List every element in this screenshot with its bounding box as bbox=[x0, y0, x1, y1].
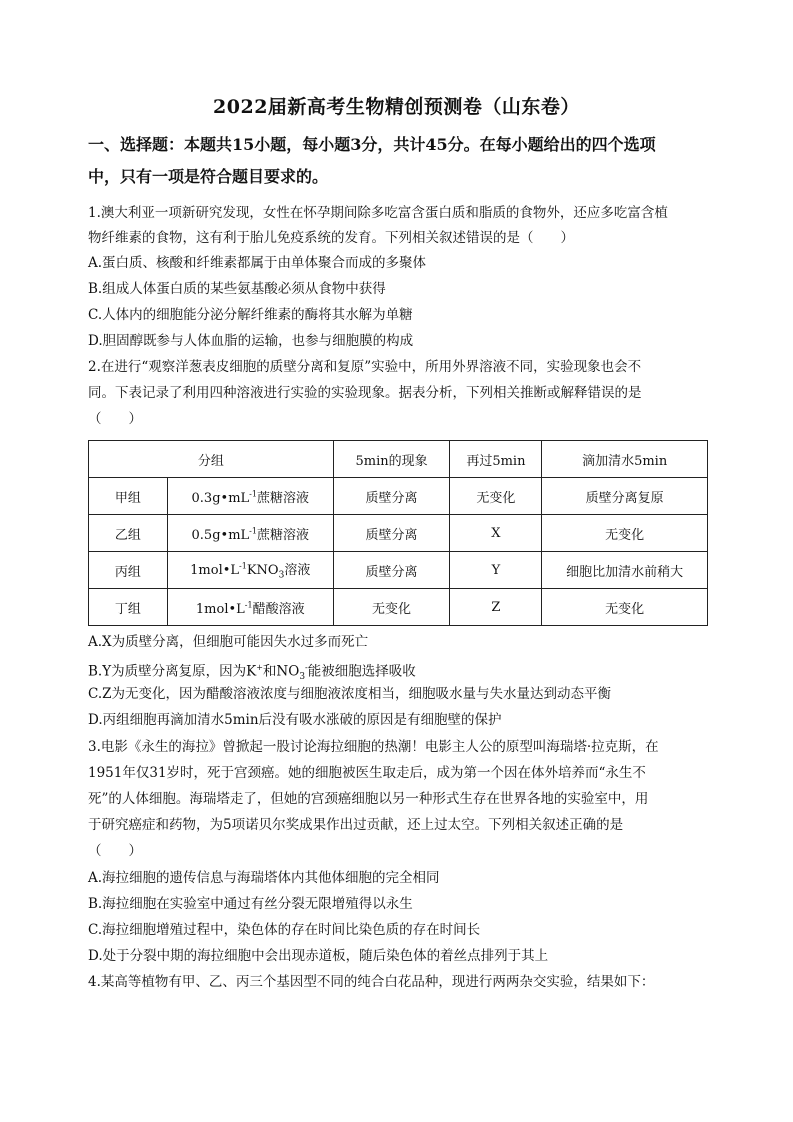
section-heading-line1: 一、选择题：本题共15小题，每小题3分，共计45分。在每小题给出的四个选项 bbox=[88, 135, 656, 154]
group-cell: 甲组 bbox=[89, 478, 168, 515]
q2-stem-line1: 2.在进行“观察洋葱表皮细胞的质壁分离和复原”实验中，所用外界溶液不同，实验现象也会不 bbox=[88, 359, 642, 375]
q3-option-b: B.海拉细胞在实验室中通过有丝分裂无限增殖得以永生 bbox=[88, 896, 413, 912]
table-row bbox=[89, 552, 708, 589]
table-row bbox=[89, 515, 708, 552]
solution-cell: $0.5g•mL^{-1}$蔗糖溶液 bbox=[167, 515, 333, 552]
q3-option-d: D.处于分裂中期的海拉细胞中会出现赤道板，随后染色体的着丝点排列于其上 bbox=[88, 948, 549, 964]
group-cell: 乙组 bbox=[89, 515, 168, 552]
q1-stem-line1: 1.澳大利亚一项新研究发现，女性在怀孕期间除多吃富含蛋白质和脂质的食物外，还应多吃富含植 bbox=[88, 205, 668, 221]
q2-stem-line2: 同。下表记录了利用四种溶液进行实验的实验现象。据表分析，下列相关推断或解释错误的是 bbox=[88, 385, 642, 401]
table-cell: 无变化 bbox=[450, 478, 542, 515]
table-cell: 细胞比加清水前稍大 bbox=[542, 552, 708, 589]
q3-stem-line4: 于研究癌症和药物，为5项诺贝尔奖成果作出过贡献，还上过太空。下列相关叙述正确的是 bbox=[88, 817, 624, 833]
solution-cell: $1mol•L^{-1}KNO_3$溶液 bbox=[167, 552, 333, 589]
table-cell: Y bbox=[450, 552, 542, 589]
page-title: 2022届新高考生物精创预测卷（山东卷） bbox=[213, 96, 580, 118]
q2-option-b: B.Y为质壁分离复原，因为K+和$NO_3^-$能被细胞选择吸收 bbox=[88, 663, 416, 683]
table-cell: 无变化 bbox=[542, 515, 708, 552]
table-header-cell: 分组 bbox=[89, 441, 334, 478]
table-header-cell: 滴加清水5min bbox=[542, 441, 708, 478]
solution-cell: $0.3g•mL^{-1}$蔗糖溶液 bbox=[167, 478, 333, 515]
q1-option-c: C.人体内的细胞能分泌分解纤维素的酶将其水解为单糖 bbox=[88, 307, 413, 323]
table-cell: 无变化 bbox=[542, 589, 708, 626]
table-cell: Z bbox=[450, 589, 542, 626]
table-header-cell: 5min的现象 bbox=[333, 441, 450, 478]
q1-option-d: D.胆固醇既参与人体血脂的运输，也参与细胞膜的构成 bbox=[88, 333, 414, 349]
table-cell: 质壁分离复原 bbox=[542, 478, 708, 515]
q2-stem-line3: （ ） bbox=[88, 411, 142, 427]
q3-option-a: A.海拉细胞的遗传信息与海瑞塔体内其他体细胞的完全相同 bbox=[88, 870, 440, 886]
table-cell: X bbox=[450, 515, 542, 552]
experiment-table bbox=[88, 440, 708, 626]
q1-option-b: B.组成人体蛋白质的某些氨基酸必须从食物中获得 bbox=[88, 281, 386, 297]
table-cell: 质壁分离 bbox=[333, 552, 450, 589]
table-cell: 质壁分离 bbox=[333, 515, 450, 552]
solution-cell: $1mol•L^{-1}$醋酸溶液 bbox=[167, 589, 333, 626]
table-cell: 质壁分离 bbox=[333, 478, 450, 515]
q3-option-c: C.海拉细胞增殖过程中，染色体的存在时间比染色质的存在时间长 bbox=[88, 922, 481, 938]
table-row bbox=[89, 589, 708, 626]
q4-stem-line1: 4.某高等植物有甲、乙、丙三个基因型不同的纯合白花品种，现进行两两杂交实验，结果如下： bbox=[88, 974, 655, 990]
group-cell: 丁组 bbox=[89, 589, 168, 626]
group-cell: 丙组 bbox=[89, 552, 168, 589]
section-heading-line2: 中，只有一项是符合题目要求的。 bbox=[88, 167, 329, 186]
table-row bbox=[89, 478, 708, 515]
table-header-row bbox=[89, 441, 708, 478]
q3-stem-line1: 3.电影《永生的海拉》曾掀起一股讨论海拉细胞的热潮！电影主人公的原型叫海瑞塔·拉克斯，在 bbox=[88, 739, 659, 755]
table-cell: 无变化 bbox=[333, 589, 450, 626]
q2-option-d: D.丙组细胞再滴加清水5min后没有吸水涨破的原因是有细胞壁的保护 bbox=[88, 712, 502, 728]
q3-stem-line5: （ ） bbox=[88, 843, 142, 859]
table-header-cell: 再过5min bbox=[450, 441, 542, 478]
q3-stem-line3: 死”的人体细胞。海瑞塔走了，但她的宫颈癌细胞以另一种形式生存在世界各地的实验室中，用 bbox=[88, 791, 649, 807]
q2-option-a: A.X为质壁分离，但细胞可能因失水过多而死亡 bbox=[88, 634, 369, 650]
q3-stem-line2: 1951年仅31岁时，死于宫颈癌。她的细胞被医生取走后，成为第一个因在体外培养而“永生不 bbox=[88, 765, 646, 781]
q1-option-a: A.蛋白质、核酸和纤维素都属于由单体聚合而成的多聚体 bbox=[88, 255, 427, 271]
q2-option-c: C.Z为无变化，因为醋酸溶液浓度与细胞液浓度相当，细胞吸水量与失水量达到动态平衡 bbox=[88, 686, 612, 702]
q1-stem-line2: 物纤维素的食物，这有利于胎儿免疫系统的发育。下列相关叙述错误的是（ ） bbox=[88, 230, 574, 246]
